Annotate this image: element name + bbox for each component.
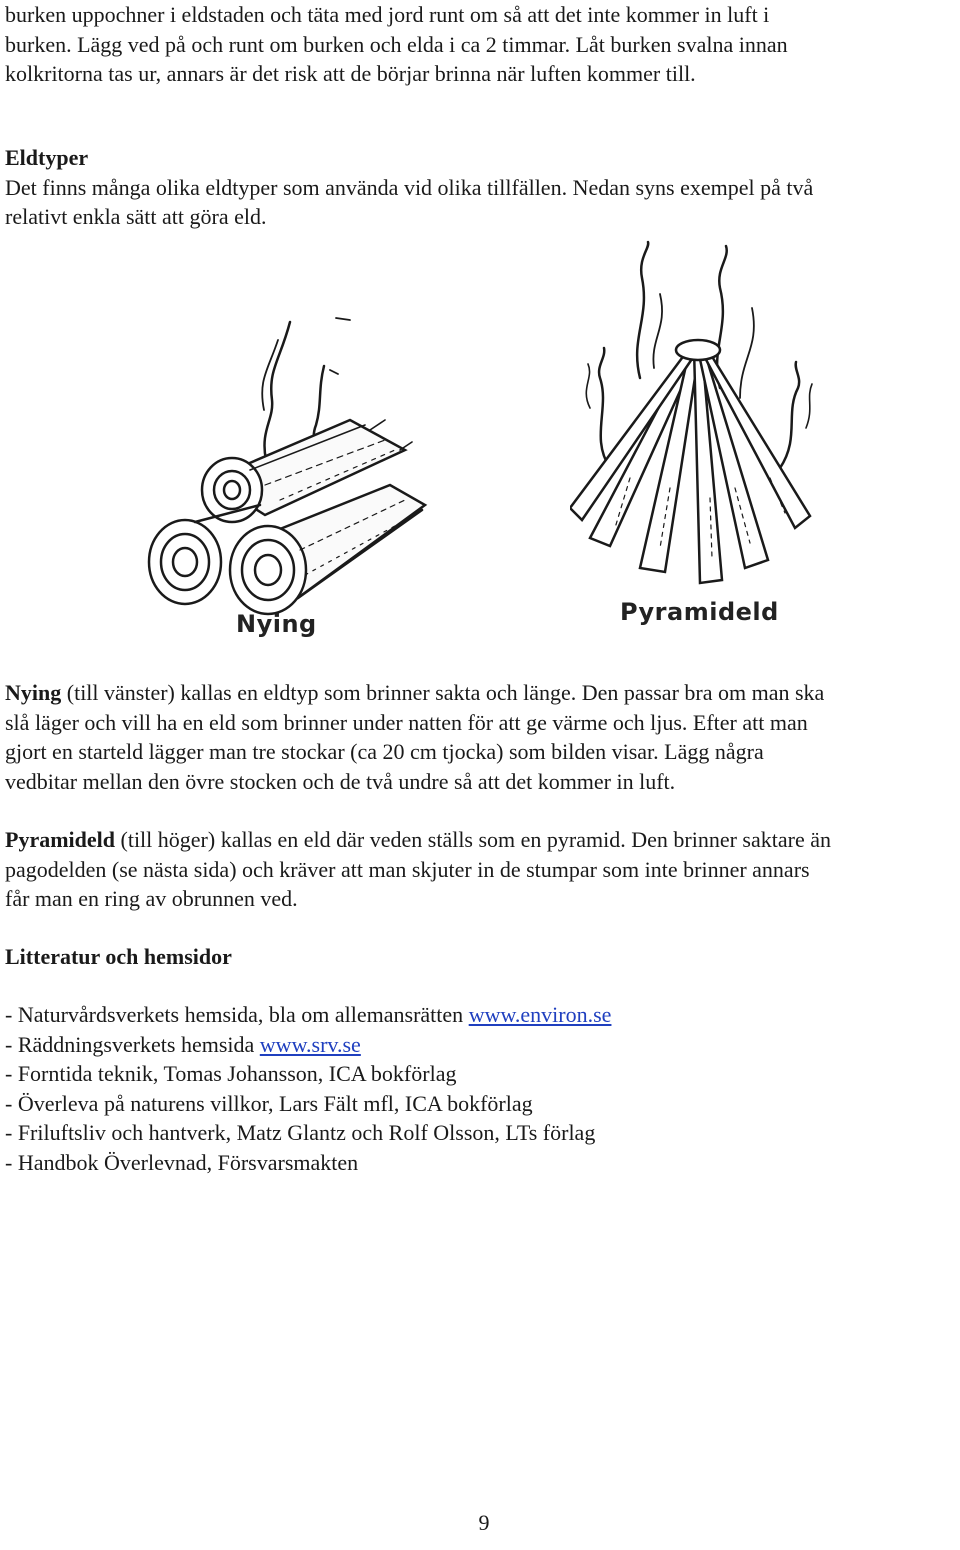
- pyramideld-line-2: pagodelden (se nästa sida) och kräver att man skjuter in de stumpar som inte brinner annars: [5, 856, 810, 882]
- reference-item: - Överleva på naturens villkor, Lars Fält mfl, ICA bokförlag: [5, 1091, 533, 1116]
- reference-link-environ[interactable]: www.environ.se: [468, 1002, 612, 1027]
- intro-paragraph: [5, 0, 955, 89]
- intro-line-1: burken uppochner i eldstaden och täta med jord runt om så att det inte kommer in luft i: [5, 2, 770, 27]
- reference-link-srv[interactable]: www.srv.se: [259, 1032, 361, 1057]
- reference-item: - Friluftsliv och hantverk, Matz Glantz och Rolf Olsson, LTs förlag: [5, 1120, 596, 1145]
- eldtyper-section: [5, 143, 955, 232]
- eldtyper-line-1: Det finns många olika eldtyper som använda vid olika tillfällen. Nedan syns exempel på två: [5, 174, 814, 200]
- reference-text: - Naturvårdsverkets hemsida, bla om allemansrätten: [5, 1002, 469, 1027]
- pyramideld-line-3: får man en ring av obrunnen ved.: [5, 886, 298, 911]
- reference-item: - Forntida teknik, Tomas Johansson, ICA bokförlag: [5, 1061, 457, 1086]
- nying-line-2: slå läger och vill ha en eld som brinner under natten för att ge värme och ljus. Efter att man: [5, 709, 808, 735]
- eldtyper-heading: Eldtyper: [5, 145, 89, 170]
- nying-caption: Nying: [236, 610, 317, 638]
- pyramideld-caption: Pyramideld: [620, 598, 779, 626]
- nying-term: Nying: [5, 680, 62, 705]
- intro-line-3: kolkritorna tas ur, annars är det risk att de börjar brinna när luften kommer till.: [5, 61, 696, 86]
- eldtyper-line-2: relativt enkla sätt att göra eld.: [5, 204, 267, 229]
- pyramideld-line-1: (till höger) kallas en eld där veden ställs som en pyramid. Den brinner saktare än: [115, 827, 831, 852]
- pyramideld-paragraph: [5, 825, 955, 914]
- literature-heading: Litteratur och hemsidor: [5, 944, 232, 969]
- page-number: 9: [478, 1510, 490, 1535]
- intro-line-2: burken. Lägg ved på och runt om burken och elda i ca 2 timmar. Låt burken svalna innan: [5, 31, 788, 57]
- nying-line-3: gjort en starteld lägger man tre stockar (ca 20 cm tjocka) som bilden visar. Lägg några: [5, 739, 764, 764]
- pyramideld-term: Pyramideld: [5, 827, 115, 852]
- pyramideld-illustration: [570, 238, 830, 608]
- reference-item: [5, 1000, 611, 1030]
- reference-item: [5, 1030, 361, 1060]
- nying-line-1: (till vänster) kallas en eldtyp som brinner sakta och länge. Den passar bra om man ska: [61, 680, 825, 705]
- reference-text: - Räddningsverkets hemsida: [5, 1032, 260, 1057]
- reference-item: - Handbok Överlevnad, Försvarsmakten: [5, 1150, 359, 1175]
- nying-line-4: vedbitar mellan den övre stocken och de två undre så att det kommer in luft.: [5, 768, 676, 794]
- nying-paragraph: [5, 678, 955, 796]
- nying-illustration: [140, 300, 440, 640]
